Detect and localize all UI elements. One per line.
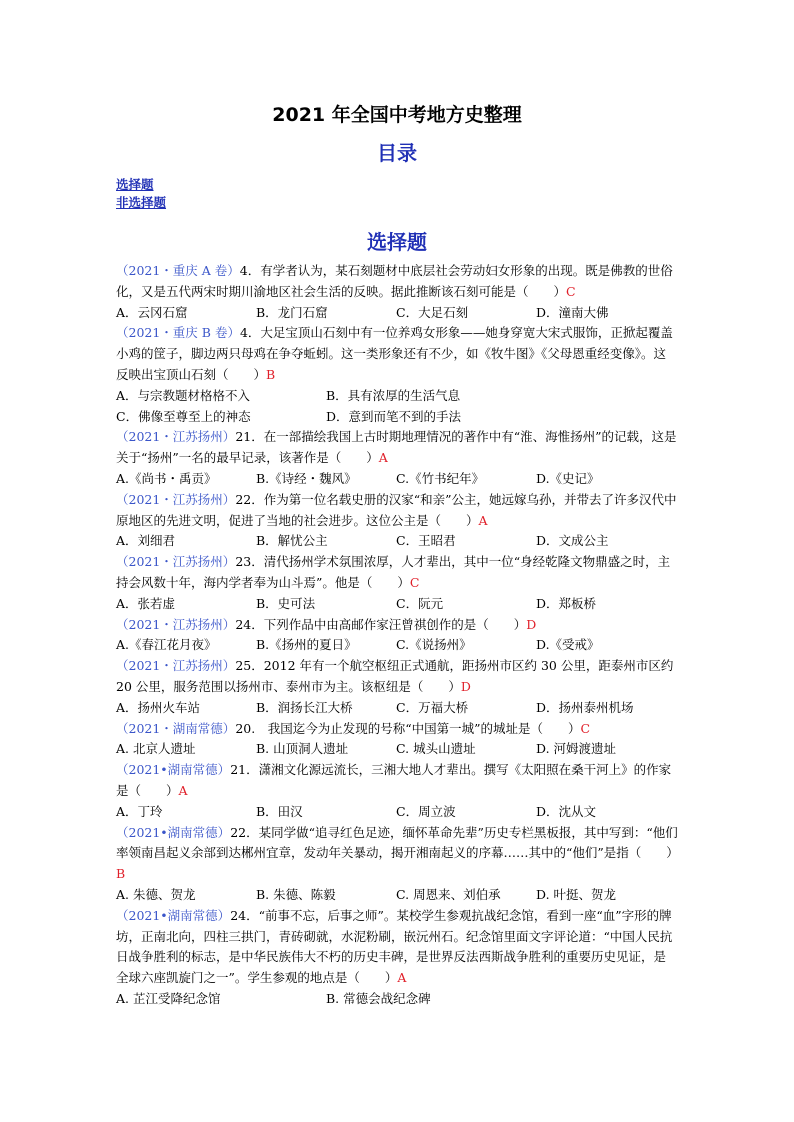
question-text: 21．潇湘文化源远流长，三湘大地人才辈出。撰写《太阳照在桑干河上》的作家是（ ） [116,762,672,798]
option-a: A．云冈石窟 [116,304,188,320]
option-c: C．阮元 [396,595,444,611]
option-a: A．丁玲 [116,803,163,819]
option-b: B．田汉 [256,803,303,819]
question-answer: A [178,782,188,798]
option-row [116,303,678,324]
option-row [116,594,678,615]
question-source: （2021・重庆 B 卷） [116,325,240,341]
question-answer: A [397,970,407,986]
question-answer: D [460,678,471,694]
option-b: B．史可法 [256,595,316,611]
option-d: D．郑板桥 [536,595,597,611]
option-c: C．大足石刻 [396,304,469,320]
question-source: （2021•湖南常德） [116,762,231,778]
toc-link-non-choice[interactable]: 非选择题 [116,195,167,210]
option-b: B．具有浓厚的生活气息 [326,387,461,403]
option-c: C．佛像至尊至上的神态 [116,408,251,424]
option-b: B．龙门石窟 [256,304,328,320]
option-a: A．扬州火车站 [116,699,201,715]
question-source: （2021•湖南常德） [116,824,231,840]
question-stem [116,552,678,594]
question-source: （2021・江苏扬州） [116,658,236,674]
toc-heading: 目录 [377,141,417,165]
question-stem [116,261,678,303]
question-answer: C [409,574,420,590]
option-b: B．润扬长江大桥 [256,699,353,715]
option-row [116,989,678,1010]
option-a: A.《尚书・禹贡》 [116,470,217,486]
option-b: B. 朱德、陈毅 [256,886,336,902]
option-row [116,635,678,656]
question-answer: D [526,616,537,632]
option-row [116,739,678,760]
option-c: C．周立波 [396,803,456,819]
question-source: （2021・江苏扬州） [116,616,236,632]
question-stem [116,615,678,636]
option-c: C. 城头山遗址 [396,741,476,757]
section-heading-choice: 选择题 [367,230,427,254]
option-d: D．扬州泰州机场 [536,699,634,715]
question-text: 23．清代扬州学术氛围浓厚，人才辈出，其中一位“身经乾隆文物鼎盛之时，主持会风数十年，海内学者奉为山斗焉”。他是（ ） [116,554,671,590]
option-b: B. 山顶洞人遗址 [256,741,349,757]
option-d: D. 河姆渡遗址 [536,741,617,757]
question-answer: C [580,720,591,736]
option-b: B. 常德会战纪念碑 [326,990,431,1006]
document-page [116,100,678,1010]
option-d: D．沈从文 [536,803,597,819]
option-c: C.《说扬州》 [396,637,472,653]
question-text: 20. 我国迄今为止发现的号称“中国第一城”的城址是（ ） [235,720,581,736]
option-c: C.《竹书纪年》 [396,470,485,486]
question-stem [116,427,678,469]
option-c: C．王昭君 [396,533,456,549]
question-stem [116,760,678,802]
option-d: D．意到而笔不到的手法 [326,408,462,424]
option-row [116,469,678,490]
option-d: D.《史记》 [536,470,600,486]
question-stem [116,656,678,698]
question-text: 24．下列作品中由高邮作家汪曾祺创作的是（ ） [235,616,527,632]
option-a: A. 芷江受降纪念馆 [116,990,221,1006]
option-row [116,386,678,407]
question-stem [116,490,678,532]
question-answer: A [378,450,388,466]
option-c: C. 周恩来、刘伯承 [396,886,501,902]
option-a: A. 朱德、贺龙 [116,886,196,902]
option-d: D．潼南大佛 [536,304,609,320]
question-stem [116,823,678,885]
question-text: 22．作为第一位名载史册的汉家“和亲”公主，她远嫁乌孙，并带去了许多汉代中原地区的先进文明，促进了当地的社会进步。这位公主是（ ） [116,491,677,528]
question-stem [116,323,678,385]
option-b: B．解忧公主 [256,533,328,549]
question-source: （2021・重庆 A 卷） [116,263,240,278]
question-text: 22．某同学做“追寻红色足迹，缅怀革命先辈”历史专栏黑板报，其中写到：“他们率领南昌起义余部到达郴州宜章，发动年关暴动，揭开湘南起义的序幕……其中的“他们”是指（ ） [116,824,679,861]
question-source: （2021・湖南常德） [116,720,236,736]
question-stem [116,719,678,740]
option-d: D.《受戒》 [536,637,600,653]
option-row [116,531,678,552]
question-stem [116,906,678,989]
option-d: D. 叶挺、贺龙 [536,886,617,902]
option-a: A.《春江花月夜》 [116,637,217,653]
option-row [116,698,678,719]
document-title: 2021 年全国中考地方史整理 [272,104,522,126]
option-a: A．张若虚 [116,595,176,611]
toc-link-choice[interactable]: 选择题 [116,177,154,192]
question-answer: B [266,366,276,382]
option-d: D．文成公主 [536,533,609,549]
option-a: A．与宗教题材格格不入 [116,387,251,403]
question-source: （2021•湖南常德） [116,907,231,923]
question-answer: B [116,866,126,882]
option-c: C．万福大桥 [396,699,469,715]
question-text: 24．“前事不忘，后事之师”。某校学生参观抗战纪念馆，看到一座“血”字形的牌坊，正南北向，四柱三拱门，青砖砌就，水泥粉刷，嵌沅州石。纪念馆里面文字评论道：“中国人民抗日战争胜利的标志，是中华民族伟大不朽的历史丰碑，是世界反法西斯战争胜利的重要历史见证，是全球六座凯旋门之一”。学生参观的地点是（ ） [116,907,673,986]
question-answer: A [478,512,488,528]
question-source: （2021・江苏扬州） [116,554,236,570]
option-row [116,802,678,823]
option-a: A．刘细君 [116,533,176,549]
question-text: 4．有学者认为，某石刻题材中底层社会劳动妇女形象的出现。既是佛教的世俗化，又是五代两宋时期川渝地区社会生活的反映。据此推断该石刻可能是（ ） [116,263,673,299]
question-answer: C [566,283,576,299]
option-row [116,885,678,906]
question-text: 4．大足宝顶山石刻中有一位养鸡女形象——她身穿宽大宋式服饰，正掀起覆盖小鸡的筐子，脚边两只母鸡在争夺蚯蚓。这一类形象还有不少，如《牧牛图》《父母恩重经变像》。这反映出宝顶山石刻（ ） [116,325,673,382]
question-text: 21．在一部描绘我国上古时期地理情况的著作中有“淮、海惟扬州”的记载，这是关于“扬州”一名的最早记录，该著作是（ ） [116,429,677,466]
option-b: B.《诗经・魏风》 [256,470,357,486]
option-row [116,407,678,428]
option-a: A. 北京人遗址 [116,741,196,757]
question-source: （2021・江苏扬州） [116,429,236,445]
question-source: （2021・江苏扬州） [116,491,236,507]
question-text: 25．2012 年有一个航空枢纽正式通航，距扬州市区约 30 公里，距泰州市区约 20 公里，服务范围以扬州市、泰州市为主。该枢纽是（ ） [116,658,674,694]
option-b: B.《扬州的夏日》 [256,637,357,653]
question-list [116,261,678,1010]
